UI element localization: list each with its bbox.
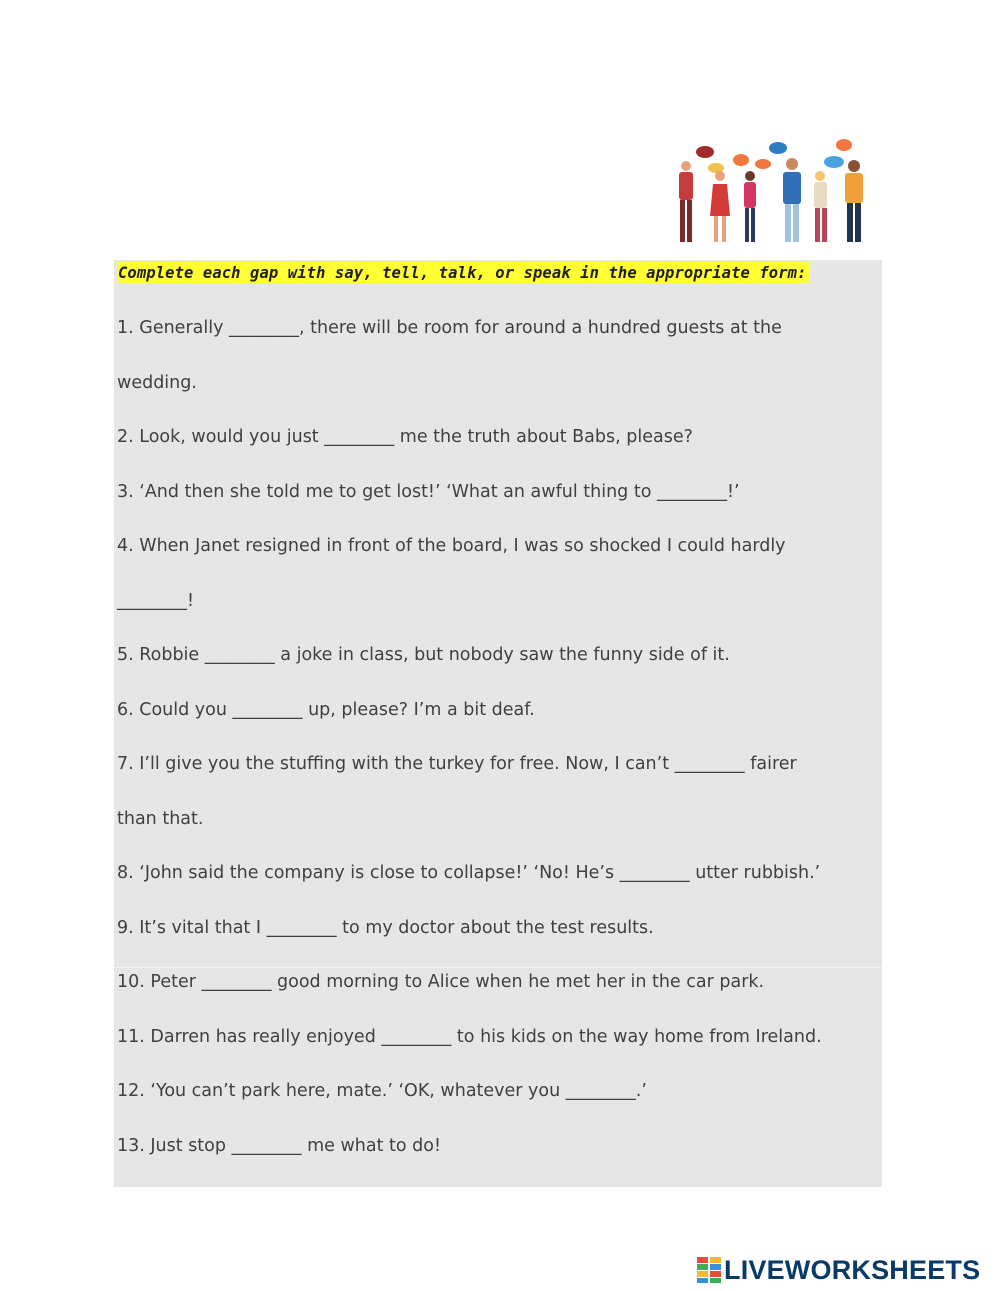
exercise-line: 11. Darren has really enjoyed ________ to his kids on the way home from Ireland. xyxy=(117,1027,822,1047)
exercise-line: 12. ‘You can’t park here, mate.’ ‘OK, whatever you ________.’ xyxy=(117,1081,647,1101)
liveworksheets-logo-text: LIVEWORKSHEETS xyxy=(724,1254,981,1285)
instruction-text: Complete each gap with say, tell, talk, or speak in the appropriate form: xyxy=(118,264,807,282)
exercise-line: than that. xyxy=(117,809,204,829)
exercise-line: 7. I’ll give you the stuffing with the turkey for free. Now, I can’t ________ fairer xyxy=(117,754,797,774)
liveworksheets-logo-icon xyxy=(697,1257,721,1283)
exercise-line: 8. ‘John said the company is close to collapse!’ ‘No! He’s ________ utter rubbish.’ xyxy=(117,863,821,883)
exercise-line: 6. Could you ________ up, please? I’m a bit deaf. xyxy=(117,700,535,720)
exercise-line: 3. ‘And then she told me to get lost!’ ‘What an awful thing to ________!’ xyxy=(117,482,740,502)
exercise-line: wedding. xyxy=(117,373,197,393)
liveworksheets-logo xyxy=(697,1254,980,1286)
exercise-panel xyxy=(114,260,882,1187)
exercise-line: ________! xyxy=(117,591,195,611)
exercise-line: 10. Peter ________ good morning to Alice when he met her in the car park. xyxy=(117,972,765,992)
panel-divider xyxy=(114,967,882,968)
exercise-line: 5. Robbie ________ a joke in class, but nobody saw the funny side of it. xyxy=(117,645,730,665)
exercise-line: 13. Just stop ________ me what to do! xyxy=(117,1136,441,1156)
exercise-line: 1. Generally ________, there will be room for around a hundred guests at the xyxy=(117,318,782,338)
exercise-line: 2. Look, would you just ________ me the truth about Babs, please? xyxy=(117,427,693,447)
exercise-line: 4. When Janet resigned in front of the board, I was so shocked I could hardly xyxy=(117,536,786,556)
instruction-heading xyxy=(117,262,809,288)
people-talking-illustration xyxy=(668,136,878,246)
exercise-line: 9. It’s vital that I ________ to my doctor about the test results. xyxy=(117,918,654,938)
